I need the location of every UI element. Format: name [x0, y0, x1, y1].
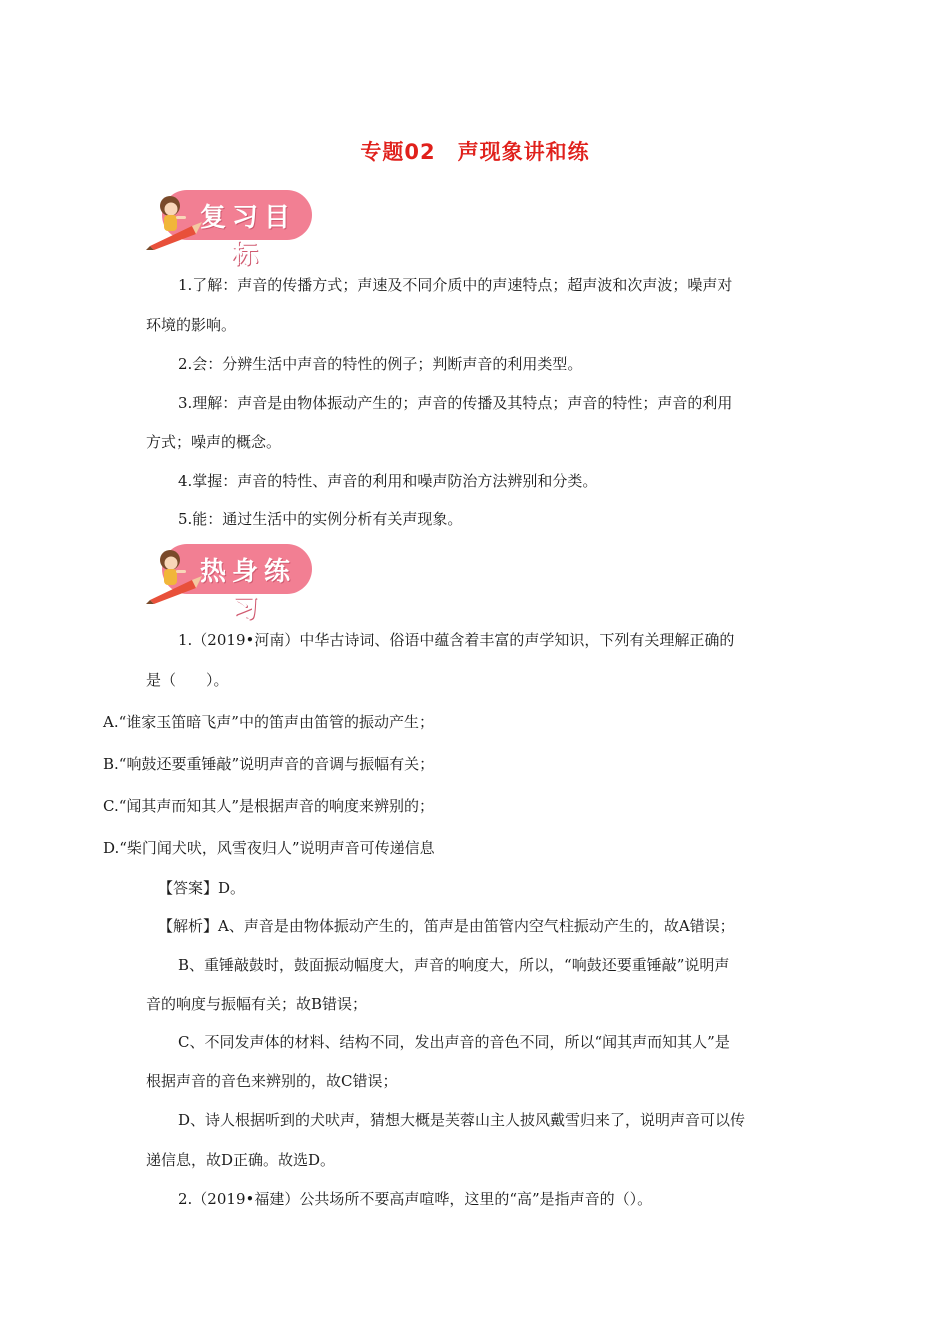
q1-analysis-line-2: B、重锤敲鼓时，鼓面振动幅度大，声音的响度大，所以，“响鼓还要重锤敲”说明声: [178, 956, 730, 974]
q1-analysis-line-7: 递信息，故D正确。故选D。: [146, 1151, 336, 1169]
q1-stem-line-2: 是（ ）。: [146, 671, 229, 689]
goal-line-3-cont: 方式；噪声的概念。: [146, 433, 282, 451]
q1-analysis-line-6: D、诗人根据听到的犬吠声，猜想大概是芙蓉山主人披风戴雪归来了，说明声音可以传: [178, 1111, 746, 1129]
q1-analysis-line-3: 音的响度与振幅有关；故B错误；: [146, 995, 368, 1013]
q1-option-c: C.“闻其声而知其人”是根据声音的响度来辨别的；: [103, 797, 435, 815]
goal-line-3: 3.理解：声音是由物体振动产生的；声音的传播及其特点；声音的特性；声音的利用: [178, 394, 733, 412]
q1-analysis-line-5: 根据声音的音色来辨别的，故C错误；: [146, 1072, 398, 1090]
badge-label: 热身练习: [199, 557, 296, 624]
goal-line-2: 2.会：分辨生活中声音的特性的例子；判断声音的利用类型。: [178, 355, 583, 373]
section-badge-review-goals: [146, 186, 314, 270]
page-title: 专题02 声现象讲和练: [360, 140, 590, 164]
q1-analysis-line-1: 【解析】A、声音是由物体振动产生的，笛声是由笛管内空气柱振动产生的，故A错误；: [158, 917, 735, 935]
goal-line-1: 1.了解：声音的传播方式；声速及不同介质中的声速特点；超声波和次声波；噪声对: [178, 276, 733, 294]
badge-label: 复习目标: [199, 203, 296, 270]
q1-analysis-line-4: C、不同发声体的材料、结构不同，发出声音的音色不同，所以“闻其声而知其人”是: [178, 1033, 730, 1051]
goal-line-4: 4.掌握：声音的特性、声音的利用和噪声防治方法辨别和分类。: [178, 472, 598, 490]
q1-option-a: A.“谁家玉笛暗飞声”中的笛声由笛管的振动产生；: [103, 713, 434, 731]
q1-stem-line-1: 1.（2019•河南）中华古诗词、俗语中蕴含着丰富的声学知识，下列有关理解正确的: [178, 631, 735, 649]
goal-line-1-cont: 环境的影响。: [146, 316, 237, 334]
q2-stem: 2.（2019•福建）公共场所不要高声喧哗，这里的“高”是指声音的（）。: [178, 1190, 653, 1208]
q1-option-b: B.“响鼓还要重锤敲”说明声音的音调与振幅有关；: [103, 755, 435, 773]
section-badge-warmup: [146, 540, 314, 624]
q1-answer: 【答案】D。: [158, 879, 246, 897]
q1-option-d: D.“柴门闻犬吠，风雪夜归人”说明声音可传递信息: [103, 839, 435, 857]
goal-line-5: 5.能：通过生活中的实例分析有关声现象。: [178, 510, 463, 528]
